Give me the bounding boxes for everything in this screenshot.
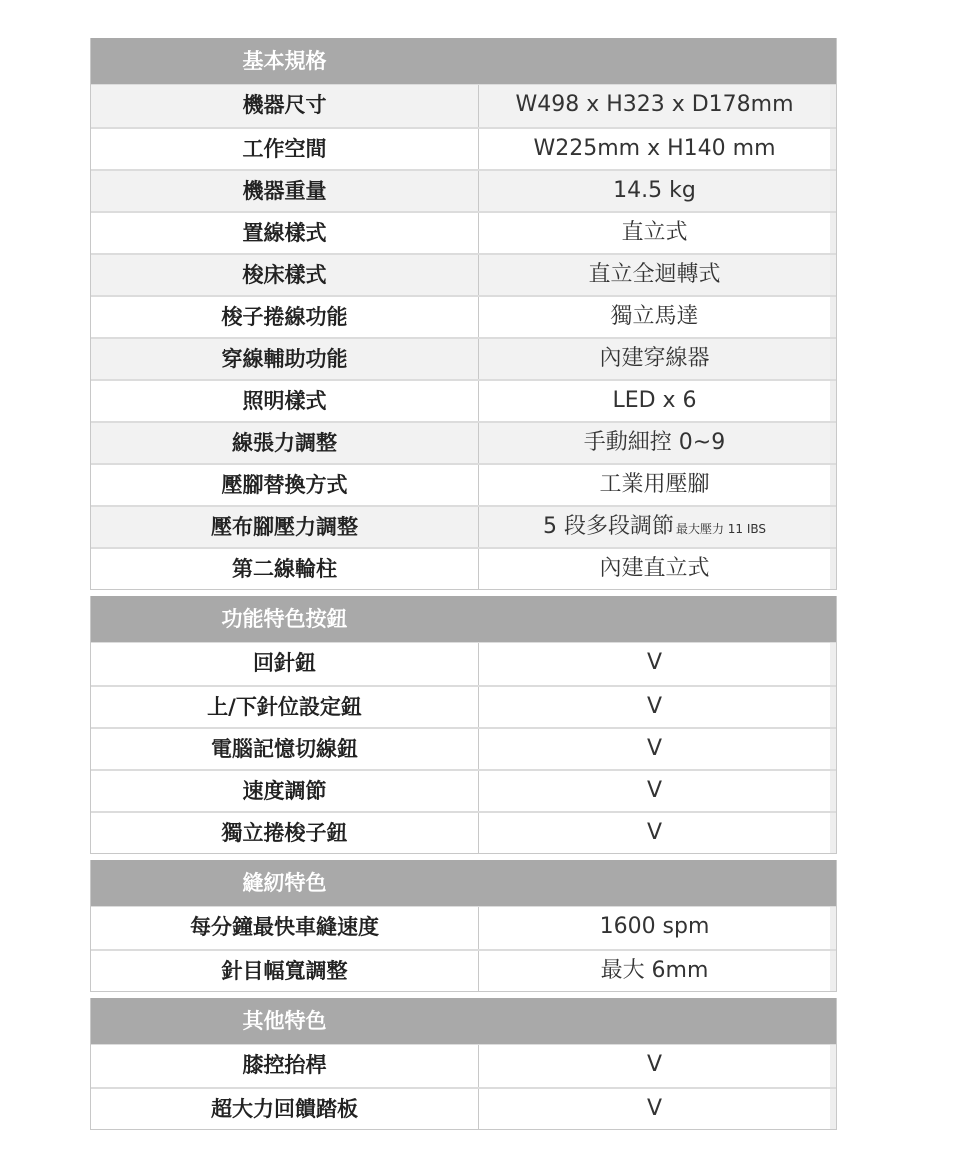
row-value: 內建穿線器 — [479, 339, 836, 379]
row-value: V — [479, 813, 836, 853]
row-value: 直立全迴轉式 — [479, 255, 836, 295]
row-label: 置線樣式 — [91, 213, 479, 253]
row-value: LED x 6 — [479, 381, 836, 421]
row-label: 上/下針位設定鈕 — [91, 687, 479, 727]
row-value: 最大 6mm — [479, 951, 836, 991]
table-row — [91, 211, 836, 253]
section-title: 其他特色 — [242, 1009, 327, 1033]
row-value: 工業用壓腳 — [479, 465, 836, 505]
row-value: 內建直立式 — [479, 549, 836, 589]
table-row — [91, 84, 836, 127]
table-row — [91, 949, 836, 991]
section-title: 功能特色按鈕 — [221, 607, 348, 631]
row-label: 機器重量 — [91, 171, 479, 211]
section-title: 基本規格 — [242, 49, 327, 73]
row-label: 超大力回饋踏板 — [91, 1089, 479, 1129]
table-row — [91, 906, 836, 949]
row-label: 速度調節 — [91, 771, 479, 811]
row-label: 壓布腳壓力調整 — [91, 507, 479, 547]
row-label: 獨立捲梭子鈕 — [91, 813, 479, 853]
row-value: W225mm x H140 mm — [479, 129, 836, 169]
row-value: 直立式 — [479, 213, 836, 253]
row-value-note: 最大壓力 11 IBS — [675, 522, 767, 536]
row-value — [479, 507, 836, 547]
table-row — [91, 127, 836, 169]
row-label: 第二線輪柱 — [91, 549, 479, 589]
table-row — [91, 1044, 836, 1087]
row-label: 每分鐘最快車縫速度 — [91, 907, 479, 949]
section-function-buttons — [90, 596, 837, 854]
row-label: 穿線輔助功能 — [91, 339, 479, 379]
row-value: V — [479, 687, 836, 727]
section-header — [91, 38, 836, 84]
table-row — [91, 379, 836, 421]
row-label: 梭子捲線功能 — [91, 297, 479, 337]
table-row — [91, 421, 836, 463]
row-label: 照明樣式 — [91, 381, 479, 421]
table-row — [91, 547, 836, 589]
row-label: 梭床樣式 — [91, 255, 479, 295]
section-header — [91, 998, 836, 1044]
row-value: 手動細控 0~9 — [479, 423, 836, 463]
table-row — [91, 169, 836, 211]
row-value: V — [479, 771, 836, 811]
row-label: 回針鈕 — [91, 643, 479, 685]
row-label: 膝控抬桿 — [91, 1045, 479, 1087]
table-row — [91, 642, 836, 685]
table-row — [91, 1087, 836, 1129]
row-label: 壓腳替換方式 — [91, 465, 479, 505]
section-header — [91, 860, 836, 906]
table-row — [91, 463, 836, 505]
table-row — [91, 769, 836, 811]
row-value: 獨立馬達 — [479, 297, 836, 337]
table-row — [91, 505, 836, 547]
table-row — [91, 811, 836, 853]
section-title: 縫紉特色 — [242, 871, 327, 895]
row-value: V — [479, 643, 836, 685]
row-label: 線張力調整 — [91, 423, 479, 463]
row-value: 1600 spm — [479, 907, 836, 949]
row-value: W498 x H323 x D178mm — [479, 85, 836, 127]
row-label: 電腦記憶切線鈕 — [91, 729, 479, 769]
row-value: V — [479, 729, 836, 769]
row-value: V — [479, 1089, 836, 1129]
row-label: 機器尺寸 — [91, 85, 479, 127]
table-row — [91, 295, 836, 337]
table-row — [91, 727, 836, 769]
row-label: 工作空間 — [91, 129, 479, 169]
row-value-main: 5 段多段調節 — [542, 514, 674, 539]
section-basic-specs — [90, 38, 837, 590]
row-label: 針目幅寬調整 — [91, 951, 479, 991]
table-row — [91, 685, 836, 727]
row-value: 14.5 kg — [479, 171, 836, 211]
table-row — [91, 337, 836, 379]
spec-table — [90, 38, 837, 1136]
section-header — [91, 596, 836, 642]
table-row — [91, 253, 836, 295]
section-other-features — [90, 998, 837, 1130]
row-value: V — [479, 1045, 836, 1087]
section-sewing-features — [90, 860, 837, 992]
